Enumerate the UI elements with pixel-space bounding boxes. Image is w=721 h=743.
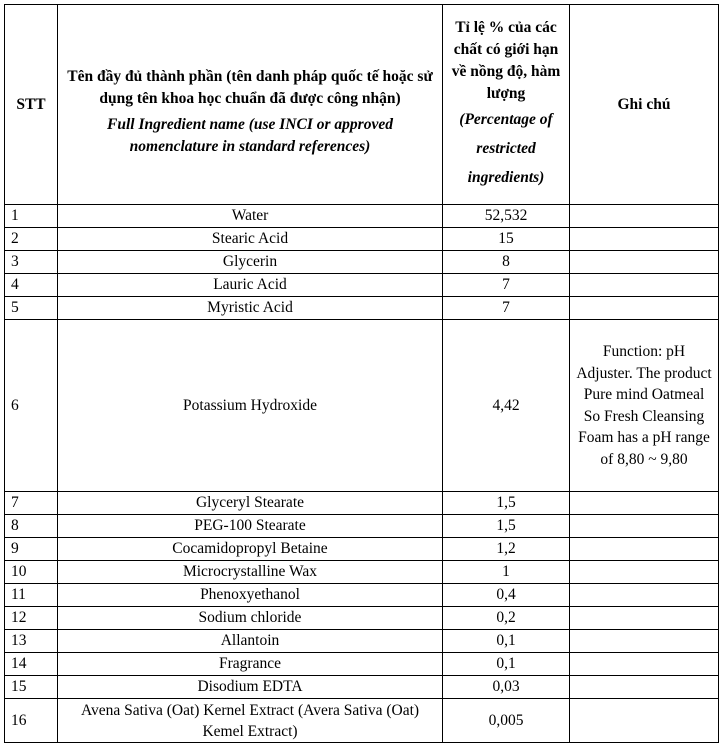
row-percentage: 0,005 (443, 699, 570, 743)
row-ingredient-name: Glyceryl Stearate (58, 492, 443, 515)
row-percentage: 1,5 (443, 492, 570, 515)
header-percentage (443, 5, 570, 205)
row-percentage: 0,2 (443, 607, 570, 630)
row-ingredient-name: PEG-100 Stearate (58, 515, 443, 538)
row-note (570, 251, 719, 274)
table-row (5, 274, 719, 297)
row-percentage: 1,2 (443, 538, 570, 561)
row-percentage: 0,1 (443, 653, 570, 676)
row-stt: 13 (5, 630, 58, 653)
row-ingredient-name: Phenoxyethanol (58, 584, 443, 607)
row-note (570, 492, 719, 515)
row-stt: 5 (5, 297, 58, 320)
row-note (570, 228, 719, 251)
header-name-vietnamese: Tên đầy đủ thành phần (tên danh pháp quốc tế hoặc sử dụng tên khoa học chuẩn đã được công nhận) (67, 67, 433, 107)
row-stt: 10 (5, 561, 58, 584)
row-percentage: 7 (443, 274, 570, 297)
row-percentage: 0,03 (443, 676, 570, 699)
table-row (5, 676, 719, 699)
row-stt: 2 (5, 228, 58, 251)
row-note (570, 538, 719, 561)
row-ingredient-name: Myristic Acid (58, 297, 443, 320)
table-row (5, 297, 719, 320)
table-row (5, 515, 719, 538)
row-stt: 3 (5, 251, 58, 274)
row-stt: 4 (5, 274, 58, 297)
row-ingredient-name: Water (58, 205, 443, 228)
row-stt: 7 (5, 492, 58, 515)
table-row (5, 492, 719, 515)
table-row (5, 607, 719, 630)
row-note (570, 584, 719, 607)
header-stt: STT (5, 5, 58, 205)
table-row (5, 251, 719, 274)
row-ingredient-name: Sodium chloride (58, 607, 443, 630)
row-note (570, 607, 719, 630)
row-ingredient-name: Potassium Hydroxide (58, 320, 443, 492)
row-ingredient-name: Cocamidopropyl Betaine (58, 538, 443, 561)
row-stt: 14 (5, 653, 58, 676)
table-row (5, 584, 719, 607)
row-note (570, 699, 719, 743)
row-stt: 8 (5, 515, 58, 538)
row-percentage: 8 (443, 251, 570, 274)
table-row (5, 653, 719, 676)
row-note (570, 653, 719, 676)
row-note (570, 630, 719, 653)
table-row (5, 228, 719, 251)
row-stt: 9 (5, 538, 58, 561)
table-row (5, 699, 719, 743)
row-ingredient-name: Allantoin (58, 630, 443, 653)
row-percentage: 4,42 (443, 320, 570, 492)
row-stt: 16 (5, 699, 58, 743)
header-row (5, 5, 719, 205)
row-note (570, 515, 719, 538)
row-percentage: 1,5 (443, 515, 570, 538)
ingredients-table (4, 4, 719, 743)
table-row (5, 320, 719, 492)
row-percentage: 1 (443, 561, 570, 584)
row-ingredient-name: Glycerin (58, 251, 443, 274)
table-row (5, 561, 719, 584)
row-percentage: 7 (443, 297, 570, 320)
row-stt: 11 (5, 584, 58, 607)
row-stt: 12 (5, 607, 58, 630)
header-name-english: Full Ingredient name (use INCI or approved nomenclature in standard references) (107, 115, 393, 155)
table-row (5, 205, 719, 228)
row-note (570, 297, 719, 320)
header-percentage-vietnamese: Tỉ lệ % của các chất có giới hạn về nồng độ, hàm lượng (451, 19, 561, 102)
row-note: Function: pH Adjuster. The product Pure mind Oatmeal So Fresh Cleansing Foam has a pH range of 8,80 ~ 9,80 (570, 320, 719, 492)
table-header (5, 5, 719, 205)
row-percentage: 52,532 (443, 205, 570, 228)
row-ingredient-name: Fragrance (58, 653, 443, 676)
row-note (570, 205, 719, 228)
row-stt: 15 (5, 676, 58, 699)
header-ingredient-name (58, 5, 443, 205)
row-ingredient-name: Disodium EDTA (58, 676, 443, 699)
table-row (5, 630, 719, 653)
table-row (5, 538, 719, 561)
row-note (570, 676, 719, 699)
row-ingredient-name: Avena Sativa (Oat) Kernel Extract (Avera Sativa (Oat) Kemel Extract) (58, 699, 443, 743)
row-percentage: 0,4 (443, 584, 570, 607)
row-ingredient-name: Lauric Acid (58, 274, 443, 297)
row-stt: 6 (5, 320, 58, 492)
row-note (570, 274, 719, 297)
row-ingredient-name: Stearic Acid (58, 228, 443, 251)
row-stt: 1 (5, 205, 58, 228)
row-note (570, 561, 719, 584)
table-body (5, 205, 719, 743)
header-percentage-english: (Percentage of restricted ingredients) (459, 111, 553, 186)
row-percentage: 15 (443, 228, 570, 251)
header-note: Ghi chú (570, 5, 719, 205)
row-ingredient-name: Microcrystalline Wax (58, 561, 443, 584)
row-percentage: 0,1 (443, 630, 570, 653)
